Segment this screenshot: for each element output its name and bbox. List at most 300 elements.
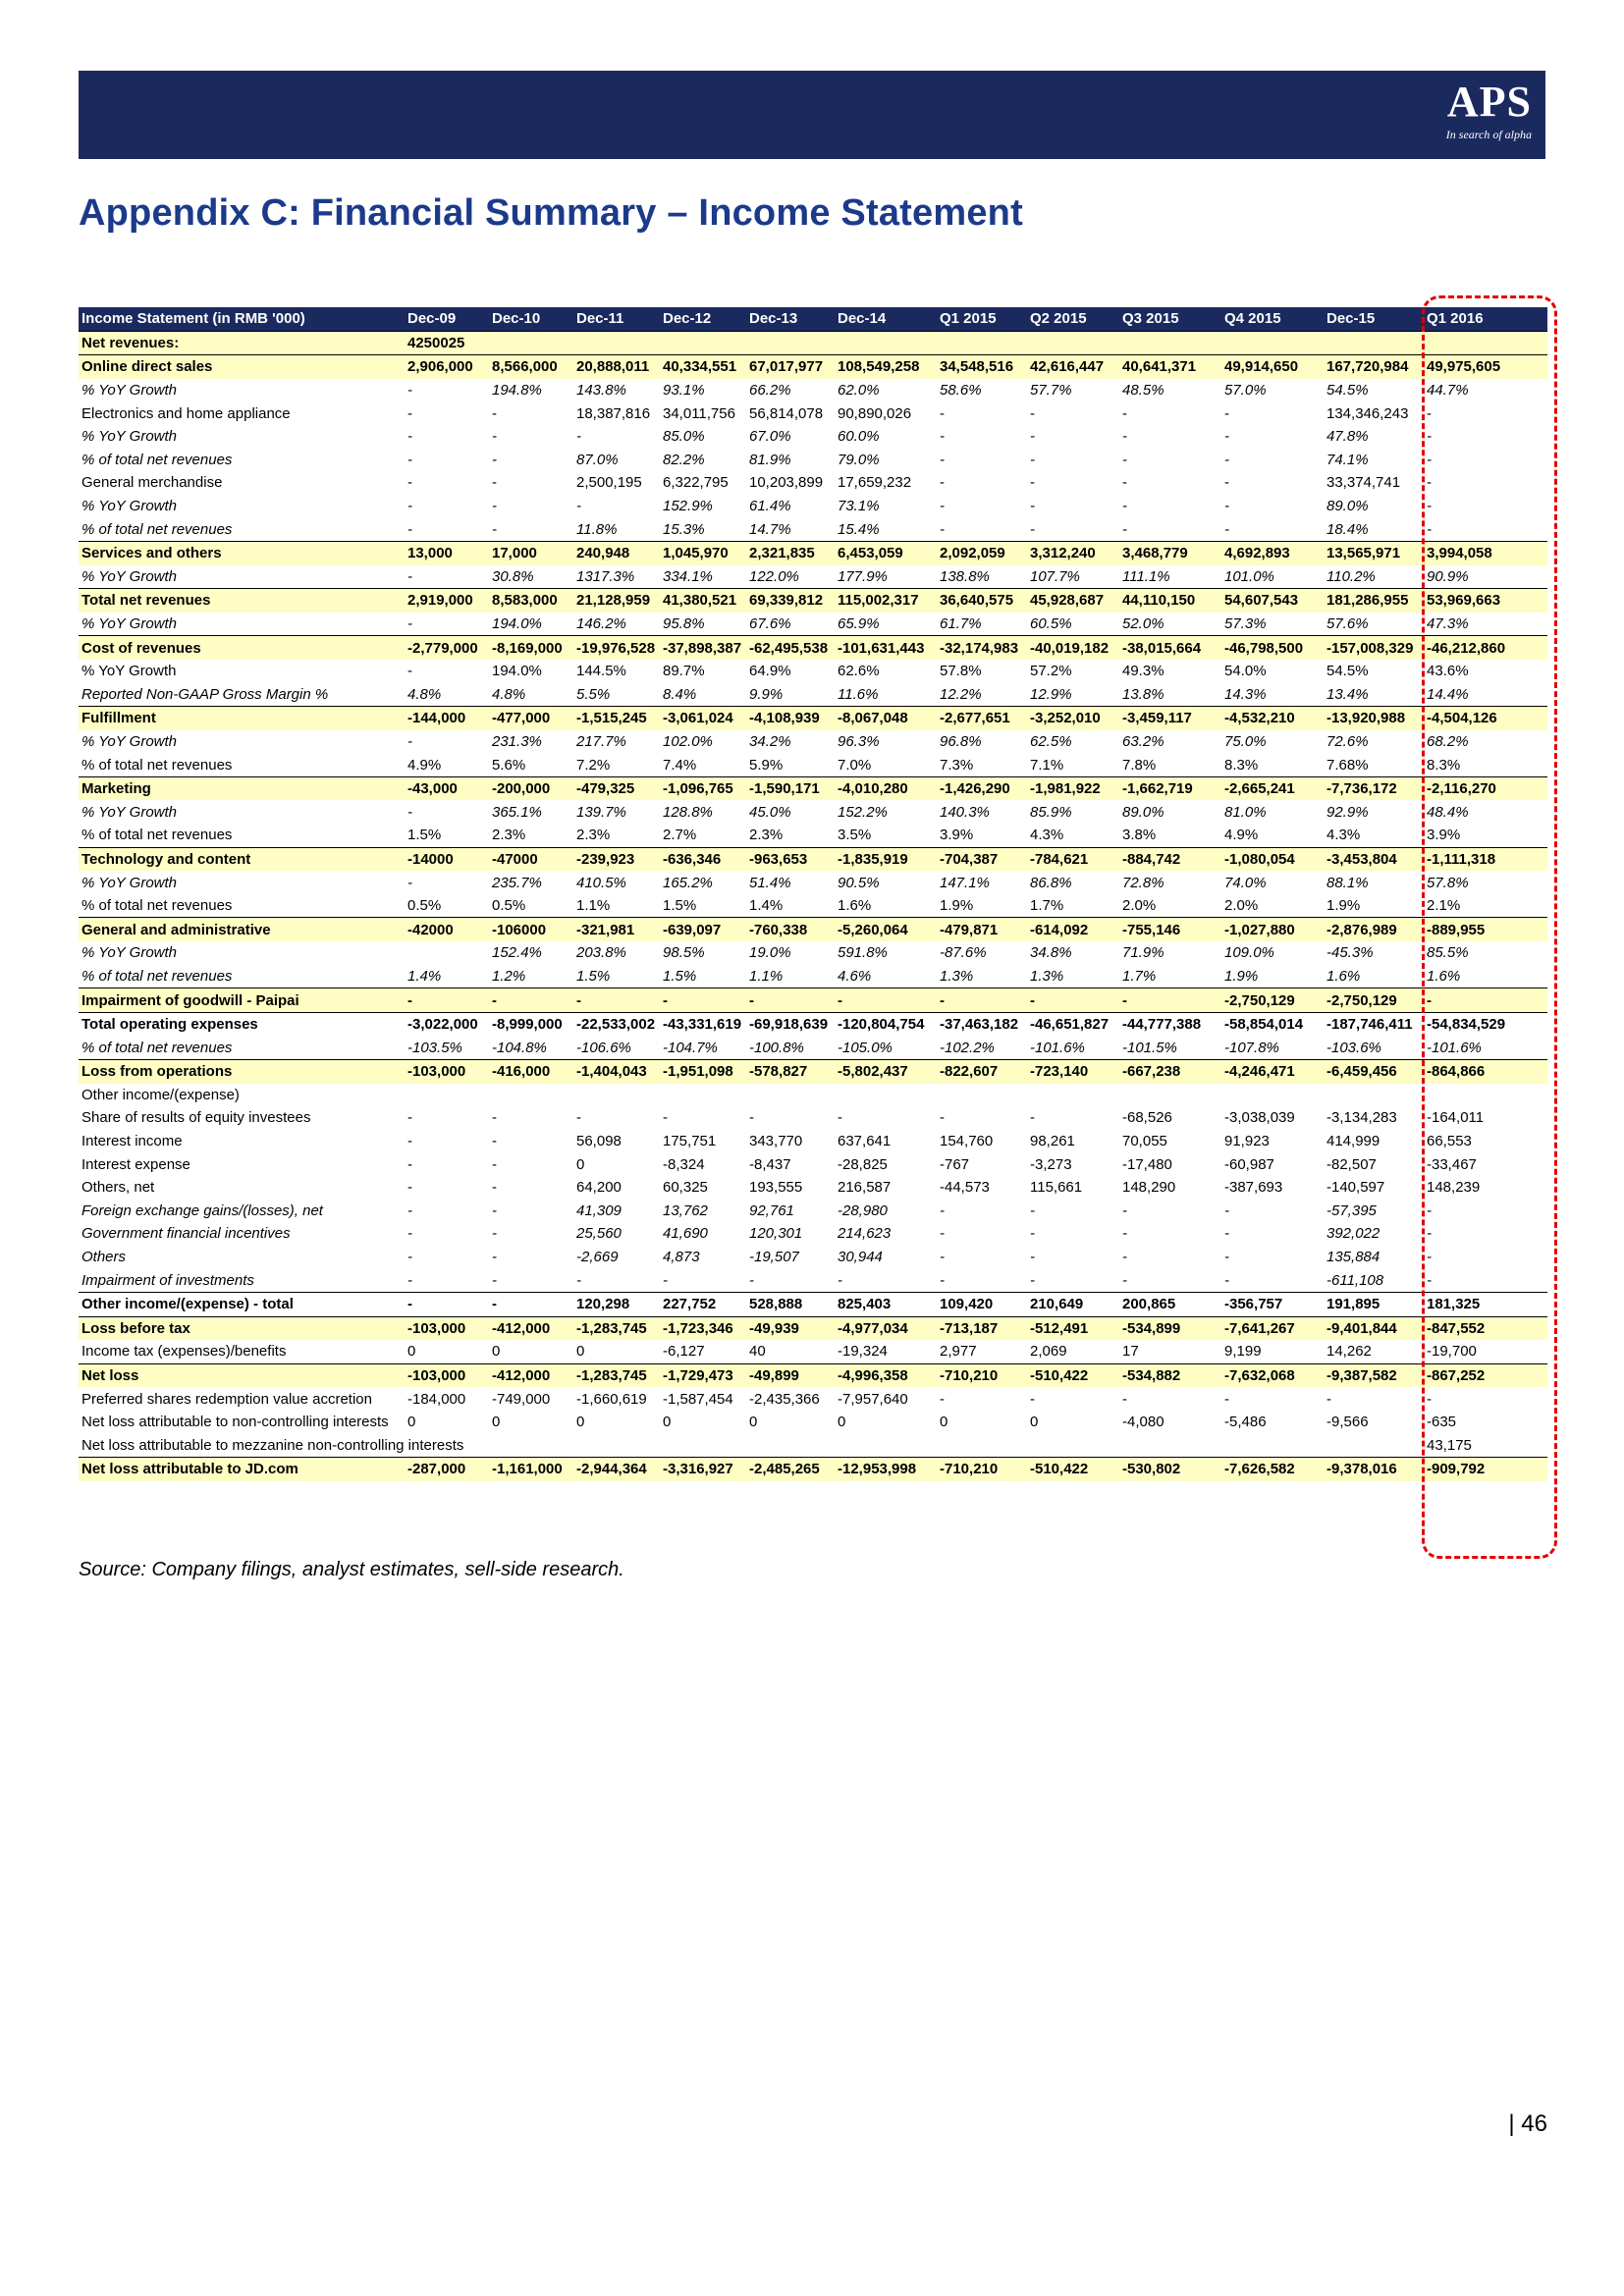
value-cell: - xyxy=(1030,428,1035,446)
table-row xyxy=(79,1176,1547,1200)
value-cell: - xyxy=(746,988,835,1013)
value-cell: 88.1% xyxy=(1326,874,1369,891)
value-cell xyxy=(489,1434,573,1458)
value-cell: 70,055 xyxy=(1122,1133,1167,1150)
value-cell: 6,322,795 xyxy=(663,474,729,492)
value-cell: -1,027,880 xyxy=(1221,918,1324,941)
value-cell: - xyxy=(940,1109,945,1127)
value-cell: - xyxy=(1030,1201,1035,1219)
value-cell: -7,957,640 xyxy=(838,1390,908,1408)
value-cell xyxy=(1119,1434,1221,1458)
value-cell: -5,802,437 xyxy=(835,1060,937,1084)
value-cell: -4,246,471 xyxy=(1221,1060,1324,1084)
header-period-cell: Dec-09 xyxy=(405,307,489,331)
value-cell: -356,757 xyxy=(1221,1292,1324,1316)
row-label-cell: % of total net revenues xyxy=(81,1039,233,1056)
value-cell: -479,871 xyxy=(937,918,1027,941)
value-cell: -37,898,387 xyxy=(660,636,746,660)
value-cell: 41,309 xyxy=(576,1201,622,1219)
value-cell: - xyxy=(407,382,412,400)
value-cell: 40,334,551 xyxy=(660,355,746,379)
value-cell: 1,045,970 xyxy=(660,541,746,564)
value-cell: 2.3% xyxy=(492,827,526,844)
table-row xyxy=(79,425,1547,449)
value-cell: 98,261 xyxy=(1030,1133,1075,1150)
value-cell: 343,770 xyxy=(749,1133,803,1150)
value-cell: -4,977,034 xyxy=(835,1316,937,1340)
value-cell: 20,888,011 xyxy=(573,355,660,379)
value-cell: -3,316,927 xyxy=(660,1458,746,1481)
value-cell: -510,422 xyxy=(1027,1458,1119,1481)
value-cell: -19,507 xyxy=(749,1249,799,1266)
value-cell: 4.3% xyxy=(1326,827,1361,844)
value-cell: - xyxy=(1122,428,1127,446)
value-cell: 7.0% xyxy=(838,756,872,774)
value-cell: -200,000 xyxy=(489,776,573,800)
table-row xyxy=(79,941,1547,965)
header-label-cell: Income Statement (in RMB '000) xyxy=(79,307,405,331)
value-cell: 216,587 xyxy=(838,1179,892,1197)
value-cell: -101.5% xyxy=(1122,1039,1177,1056)
value-cell: 49,914,650 xyxy=(1221,355,1324,379)
value-cell: 109,420 xyxy=(937,1292,1027,1316)
value-cell: - xyxy=(1427,1390,1432,1408)
value-cell: -13,920,988 xyxy=(1324,707,1424,730)
value-cell: - xyxy=(1030,520,1035,538)
value-cell: 0 xyxy=(576,1343,585,1361)
table-row xyxy=(79,355,1547,379)
value-cell: - xyxy=(1427,428,1432,446)
value-cell: - xyxy=(940,474,945,492)
value-cell: 89.7% xyxy=(663,663,705,680)
value-cell: -38,015,664 xyxy=(1119,636,1221,660)
value-cell: - xyxy=(407,1225,412,1243)
value-cell: -4,504,126 xyxy=(1424,707,1547,730)
value-cell: - xyxy=(1030,404,1035,422)
value-cell: -40,019,182 xyxy=(1027,636,1119,660)
value-cell: - xyxy=(1030,1271,1035,1289)
table-row xyxy=(79,471,1547,495)
value-cell: - xyxy=(492,404,497,422)
value-cell: 1.3% xyxy=(1030,967,1064,985)
row-label-cell: Other income/(expense) - total xyxy=(79,1292,405,1316)
value-cell: -784,621 xyxy=(1027,847,1119,871)
value-cell: - xyxy=(1030,451,1035,468)
table-row xyxy=(79,730,1547,754)
row-label-cell: % YoY Growth xyxy=(81,732,178,750)
value-cell: 1.4% xyxy=(749,897,784,915)
table-row xyxy=(79,379,1547,402)
table-row xyxy=(79,847,1547,871)
value-cell: 81.0% xyxy=(1224,803,1267,821)
value-cell: 410.5% xyxy=(576,874,626,891)
value-cell xyxy=(1221,331,1324,355)
value-cell: 146.2% xyxy=(576,615,626,633)
value-cell: -239,923 xyxy=(573,847,660,871)
value-cell: 44.7% xyxy=(1427,382,1469,400)
value-cell: -713,187 xyxy=(937,1316,1027,1340)
row-label-cell: General merchandise xyxy=(81,474,223,492)
value-cell: -58,854,014 xyxy=(1221,1012,1324,1036)
value-cell: - xyxy=(492,428,497,446)
value-cell: - xyxy=(492,451,497,468)
value-cell: -49,899 xyxy=(746,1363,835,1387)
value-cell: 2,906,000 xyxy=(405,355,489,379)
value-cell: 4.9% xyxy=(1224,827,1259,844)
value-cell: - xyxy=(407,1271,412,1289)
value-cell: -45.3% xyxy=(1326,944,1374,962)
value-cell: 1.9% xyxy=(1326,897,1361,915)
value-cell: -2,779,000 xyxy=(405,636,489,660)
value-cell: 45,928,687 xyxy=(1027,589,1119,613)
value-cell: 109.0% xyxy=(1224,944,1274,962)
table-row xyxy=(79,1387,1547,1411)
value-cell: - xyxy=(660,988,746,1013)
value-cell: 1.6% xyxy=(1427,967,1461,985)
value-cell: 2,321,835 xyxy=(746,541,835,564)
value-cell: 41,690 xyxy=(663,1225,708,1243)
value-cell xyxy=(1424,1084,1547,1107)
value-cell: -46,651,827 xyxy=(1027,1012,1119,1036)
value-cell: -479,325 xyxy=(573,776,660,800)
value-cell: -1,835,919 xyxy=(835,847,937,871)
row-label-cell: Income tax (expenses)/benefits xyxy=(81,1343,287,1361)
value-cell: 90,890,026 xyxy=(838,404,912,422)
value-cell: 8,566,000 xyxy=(489,355,573,379)
value-cell: -8,437 xyxy=(749,1155,791,1173)
value-cell: -1,426,290 xyxy=(937,776,1027,800)
value-cell: -1,283,745 xyxy=(573,1363,660,1387)
value-cell: -28,980 xyxy=(838,1201,888,1219)
value-cell: 53,969,663 xyxy=(1424,589,1547,613)
value-cell: -864,866 xyxy=(1424,1060,1547,1084)
value-cell: 191,895 xyxy=(1324,1292,1424,1316)
value-cell: -19,324 xyxy=(838,1343,888,1361)
value-cell: -2,435,366 xyxy=(749,1390,820,1408)
value-cell: - xyxy=(1027,988,1119,1013)
value-cell: -889,955 xyxy=(1424,918,1547,941)
row-label-cell: Other income/(expense) xyxy=(81,1086,240,1103)
value-cell: - xyxy=(1119,988,1221,1013)
value-cell: 12.9% xyxy=(1030,685,1072,703)
row-label-cell: Loss before tax xyxy=(79,1316,405,1340)
value-cell: -42000 xyxy=(405,918,489,941)
value-cell: 194.8% xyxy=(492,382,542,400)
value-cell: -710,210 xyxy=(937,1363,1027,1387)
value-cell: -120,804,754 xyxy=(835,1012,937,1036)
header-period-cell: Dec-13 xyxy=(746,307,835,331)
value-cell: - xyxy=(1122,520,1127,538)
value-cell: 86.8% xyxy=(1030,874,1072,891)
value-cell: -9,387,582 xyxy=(1324,1363,1424,1387)
value-cell: - xyxy=(407,567,412,585)
table-row xyxy=(79,401,1547,425)
value-cell: -102.2% xyxy=(940,1039,995,1056)
value-cell: - xyxy=(492,474,497,492)
value-cell: - xyxy=(940,1201,945,1219)
value-cell: 0 xyxy=(407,1343,416,1361)
value-cell: -19,700 xyxy=(1427,1343,1477,1361)
value-cell: - xyxy=(1427,1271,1432,1289)
value-cell: 0 xyxy=(407,1414,416,1431)
value-cell: 19.0% xyxy=(749,944,791,962)
value-cell: 45.0% xyxy=(749,803,791,821)
value-cell: 2.3% xyxy=(749,827,784,844)
table-row xyxy=(79,589,1547,613)
value-cell: 122.0% xyxy=(749,567,799,585)
value-cell: -510,422 xyxy=(1027,1363,1119,1387)
value-cell: -54,834,529 xyxy=(1424,1012,1547,1036)
value-cell: 56,098 xyxy=(576,1133,622,1150)
header-period-cell: Dec-15 xyxy=(1324,307,1424,331)
value-cell xyxy=(937,1434,1027,1458)
value-cell: 1.5% xyxy=(576,967,611,985)
value-cell: - xyxy=(407,874,412,891)
value-cell: -4,996,358 xyxy=(835,1363,937,1387)
value-cell: - xyxy=(492,1155,497,1173)
page-number: | 46 xyxy=(1508,2110,1547,2137)
value-cell: 235.7% xyxy=(492,874,542,891)
value-cell: 14.4% xyxy=(1427,685,1469,703)
table-row xyxy=(79,707,1547,730)
value-cell: -3,038,039 xyxy=(1224,1109,1295,1127)
value-cell: 637,641 xyxy=(838,1133,892,1150)
value-cell: -3,459,117 xyxy=(1119,707,1221,730)
value-cell: - xyxy=(576,1271,581,1289)
value-cell: - xyxy=(576,428,581,446)
table-row xyxy=(79,1152,1547,1176)
table-row xyxy=(79,495,1547,518)
value-cell: - xyxy=(749,1271,754,1289)
row-label-cell: % of total net revenues xyxy=(81,897,233,915)
value-cell: 13,565,971 xyxy=(1324,541,1424,564)
row-label-cell: % of total net revenues xyxy=(81,520,233,538)
value-cell: -184,000 xyxy=(407,1390,466,1408)
value-cell: 95.8% xyxy=(663,615,705,633)
value-cell: 7.8% xyxy=(1122,756,1157,774)
page-title: Appendix C: Financial Summary – Income Statement xyxy=(79,192,1023,234)
row-label-cell: Government financial incentives xyxy=(81,1225,291,1243)
value-cell: -49,939 xyxy=(746,1316,835,1340)
value-cell: - xyxy=(1122,451,1127,468)
value-cell: 5.5% xyxy=(576,685,611,703)
value-cell: 82.2% xyxy=(663,451,705,468)
value-cell: 57.3% xyxy=(1224,615,1267,633)
value-cell: -62,495,538 xyxy=(746,636,835,660)
value-cell: -412,000 xyxy=(489,1316,573,1340)
value-cell: -101.6% xyxy=(1427,1039,1482,1056)
value-cell: 85.9% xyxy=(1030,803,1072,821)
value-cell: -14000 xyxy=(405,847,489,871)
value-cell: - xyxy=(407,1133,412,1150)
value-cell: -103.6% xyxy=(1326,1039,1381,1056)
value-cell: -43,331,619 xyxy=(660,1012,746,1036)
value-cell: -416,000 xyxy=(489,1060,573,1084)
value-cell: 175,751 xyxy=(663,1133,717,1150)
table-row xyxy=(79,1130,1547,1153)
value-cell: 181,286,955 xyxy=(1324,589,1424,613)
value-cell: 152.2% xyxy=(838,803,888,821)
value-cell: -2,876,989 xyxy=(1324,918,1424,941)
value-cell xyxy=(835,1434,937,1458)
value-cell: 41,380,521 xyxy=(660,589,746,613)
value-cell: 825,403 xyxy=(835,1292,937,1316)
value-cell: - xyxy=(1224,1249,1229,1266)
value-cell: 0 xyxy=(940,1414,948,1431)
value-cell: 25,560 xyxy=(576,1225,622,1243)
value-cell: - xyxy=(492,1179,497,1197)
header-period-cell: Dec-14 xyxy=(835,307,937,331)
value-cell: - xyxy=(1030,1390,1035,1408)
value-cell xyxy=(835,331,937,355)
value-cell: 91,923 xyxy=(1224,1133,1270,1150)
value-cell: 203.8% xyxy=(576,944,626,962)
table-row xyxy=(79,1411,1547,1434)
value-cell: -28,825 xyxy=(838,1155,888,1173)
row-label-cell: Cost of revenues xyxy=(79,636,405,660)
value-cell: 107.7% xyxy=(1030,567,1080,585)
value-cell: -187,746,411 xyxy=(1324,1012,1424,1036)
value-cell: -106000 xyxy=(489,918,573,941)
value-cell: -2,665,241 xyxy=(1221,776,1324,800)
value-cell: -5,486 xyxy=(1224,1414,1267,1431)
value-cell: 101.0% xyxy=(1224,567,1274,585)
value-cell: 231.3% xyxy=(492,732,542,750)
value-cell: - xyxy=(1427,520,1432,538)
value-cell: 21,128,959 xyxy=(573,589,660,613)
row-label-cell: % YoY Growth xyxy=(81,803,178,821)
value-cell: - xyxy=(1224,1390,1229,1408)
value-cell: 4,873 xyxy=(663,1249,700,1266)
value-cell: -1,404,043 xyxy=(573,1060,660,1084)
table-row xyxy=(79,1434,1547,1458)
value-cell: - xyxy=(492,1133,497,1150)
value-cell: - xyxy=(1030,498,1035,515)
value-cell: -1,111,318 xyxy=(1424,847,1547,871)
value-cell: 8.3% xyxy=(1427,756,1461,774)
value-cell: -69,918,639 xyxy=(746,1012,835,1036)
value-cell: -614,092 xyxy=(1027,918,1119,941)
value-cell: 57.8% xyxy=(940,663,982,680)
value-cell: -3,134,283 xyxy=(1326,1109,1397,1127)
logo-tagline: In search of alpha xyxy=(1445,128,1532,141)
table-row xyxy=(79,636,1547,660)
value-cell xyxy=(1424,331,1547,355)
value-cell: -6,459,456 xyxy=(1324,1060,1424,1084)
row-label-cell: % YoY Growth xyxy=(81,944,178,962)
value-cell: -847,552 xyxy=(1424,1316,1547,1340)
value-cell: -512,491 xyxy=(1027,1316,1119,1340)
row-label-cell: Interest expense xyxy=(81,1155,190,1173)
value-cell: 4,692,893 xyxy=(1221,541,1324,564)
value-cell: 4.8% xyxy=(492,685,526,703)
value-cell: -9,401,844 xyxy=(1324,1316,1424,1340)
row-label-cell: General and administrative xyxy=(79,918,405,941)
value-cell: 3.9% xyxy=(1427,827,1461,844)
value-cell: -104.8% xyxy=(492,1039,547,1056)
value-cell: -287,000 xyxy=(405,1458,489,1481)
table-body xyxy=(79,331,1547,1481)
value-cell: 167,720,984 xyxy=(1324,355,1424,379)
value-cell: - xyxy=(576,1109,581,1127)
value-cell: 120,301 xyxy=(749,1225,803,1243)
value-cell: - xyxy=(1224,1201,1229,1219)
table-row xyxy=(79,1036,1547,1059)
value-cell: 214,623 xyxy=(838,1225,892,1243)
value-cell: 8.3% xyxy=(1224,756,1259,774)
value-cell: - xyxy=(940,498,945,515)
value-cell: -2,116,270 xyxy=(1424,776,1547,800)
header-period-cell: Q2 2015 xyxy=(1027,307,1119,331)
value-cell: 92.9% xyxy=(1326,803,1369,821)
brand-logo xyxy=(1404,79,1532,149)
table-row xyxy=(79,1316,1547,1340)
value-cell: 1.5% xyxy=(663,897,697,915)
value-cell: - xyxy=(492,498,497,515)
value-cell: -46,798,500 xyxy=(1221,636,1324,660)
value-cell: 365.1% xyxy=(492,803,542,821)
table-row xyxy=(79,1200,1547,1223)
value-cell: - xyxy=(492,520,497,538)
value-cell: 5.9% xyxy=(749,756,784,774)
row-label-cell: Interest income xyxy=(81,1133,183,1150)
value-cell: - xyxy=(405,988,489,1013)
value-cell: -1,951,098 xyxy=(660,1060,746,1084)
value-cell xyxy=(573,331,660,355)
value-cell: -103,000 xyxy=(405,1060,489,1084)
row-label-cell: % YoY Growth xyxy=(81,382,178,400)
value-cell: - xyxy=(407,615,412,633)
table-row xyxy=(79,1458,1547,1481)
value-cell: 8.4% xyxy=(663,685,697,703)
value-cell: 51.4% xyxy=(749,874,791,891)
value-cell xyxy=(489,331,573,355)
value-cell: 108,549,258 xyxy=(835,355,937,379)
value-cell: - xyxy=(492,1201,497,1219)
value-cell: 48.5% xyxy=(1122,382,1164,400)
value-cell: 54.5% xyxy=(1326,663,1369,680)
value-cell: -2,677,651 xyxy=(937,707,1027,730)
value-cell: - xyxy=(940,428,945,446)
value-cell: 139.7% xyxy=(576,803,626,821)
value-cell: 1.1% xyxy=(749,967,784,985)
value-cell: -101.6% xyxy=(1030,1039,1085,1056)
value-cell xyxy=(1027,1434,1119,1458)
value-cell: 67,017,977 xyxy=(746,355,835,379)
value-cell: - xyxy=(1427,474,1432,492)
value-cell: 2,500,195 xyxy=(576,474,642,492)
value-cell: 62.6% xyxy=(838,663,880,680)
row-label-cell: % YoY Growth xyxy=(81,428,178,446)
value-cell: -636,346 xyxy=(660,847,746,871)
table-row xyxy=(79,918,1547,941)
value-cell: -667,238 xyxy=(1119,1060,1221,1084)
value-cell: -1,662,719 xyxy=(1119,776,1221,800)
value-cell: 72.8% xyxy=(1122,874,1164,891)
table-row xyxy=(79,449,1547,472)
value-cell: -321,981 xyxy=(573,918,660,941)
value-cell: 14,262 xyxy=(1326,1343,1372,1361)
value-cell: -7,626,582 xyxy=(1221,1458,1324,1481)
value-cell: - xyxy=(838,1271,842,1289)
value-cell: -37,463,182 xyxy=(937,1012,1027,1036)
table-row xyxy=(79,871,1547,894)
value-cell: 1.1% xyxy=(576,897,611,915)
value-cell: 210,649 xyxy=(1027,1292,1119,1316)
value-cell: - xyxy=(1122,1201,1127,1219)
value-cell: - xyxy=(492,1271,497,1289)
table-row xyxy=(79,1012,1547,1036)
